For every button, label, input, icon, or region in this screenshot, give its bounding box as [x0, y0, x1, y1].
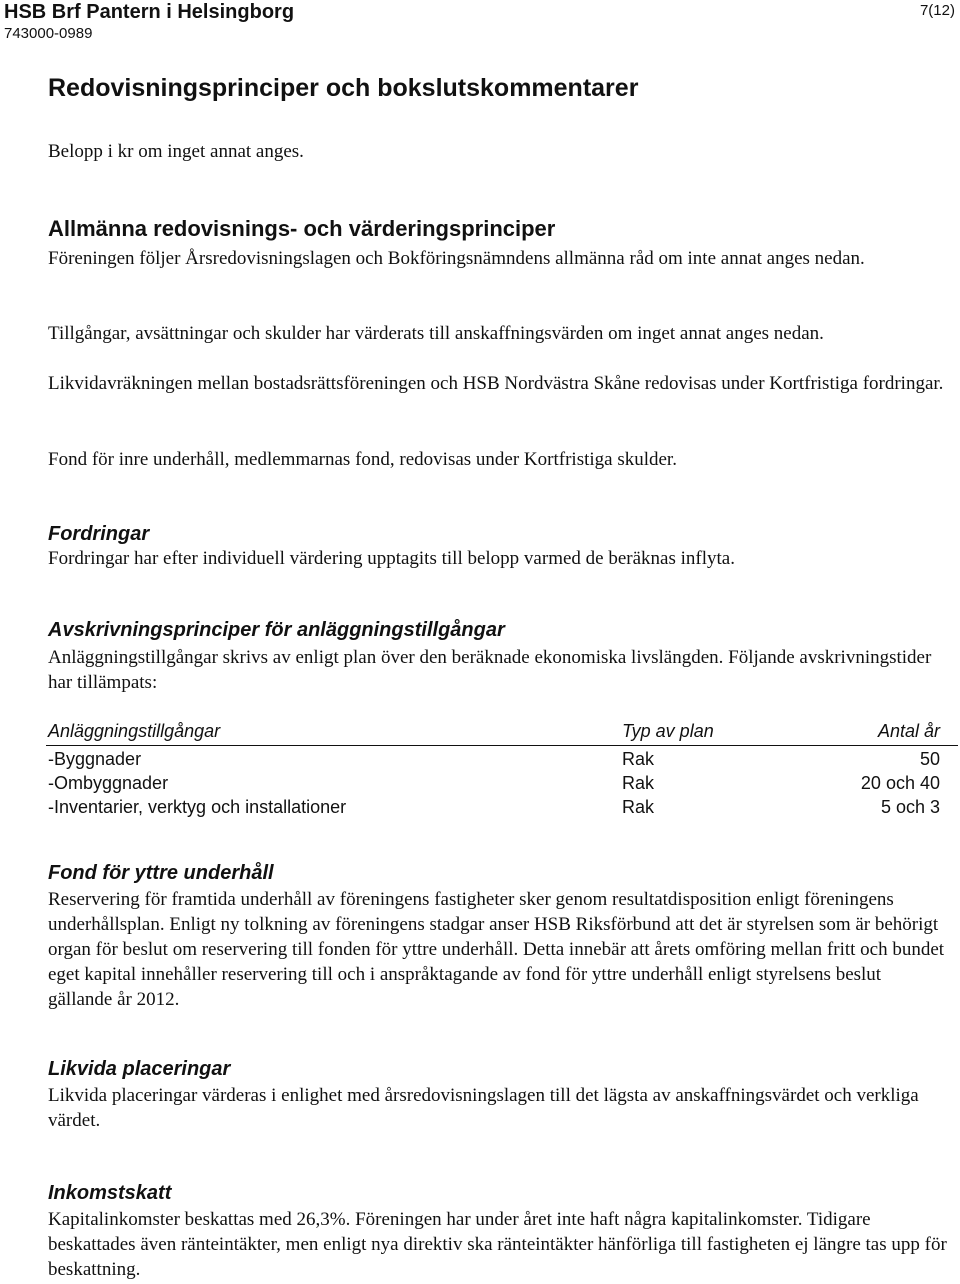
- table-header-cell: Antal år: [877, 721, 940, 741]
- table-cell: Rak: [622, 773, 655, 793]
- section-heading: Allmänna redovisnings- och värderingsprinciper: [48, 216, 556, 241]
- page-title: Redovisningsprinciper och bokslutskommentarer: [48, 74, 639, 102]
- paragraph: Tillgångar, avsättningar och skulder har värderats till anskaffningsvärden om inget annat anges nedan.: [48, 323, 824, 344]
- table-header-cell: Typ av plan: [622, 721, 714, 741]
- organization-number: 743000-0989: [4, 25, 93, 42]
- table-cell: Rak: [622, 797, 655, 817]
- table-row: [46, 770, 958, 794]
- paragraph: Reservering för framtida underhåll av föreningens fastigheter sker genom resultatdisposition enligt föreningens underhållsplan. Enligt ny tolkning av föreningens stadgar anser HSB Riksförbund att det är styrelsen som är behörigt organ för beslut om reservering till fonden för yttre underhåll. Detta innebär att årets omföring mellan fritt och bundet eget kapital innehåller reservering till och i anspråktagande av fond för yttre underhåll enligt styrelsens beslut gällande år 2012.: [48, 889, 945, 1010]
- table-header-cell: Anläggningstillgångar: [48, 721, 221, 741]
- depreciation-table: [46, 718, 958, 818]
- section-heading: Avskrivningsprinciper för anläggningstillgångar: [48, 619, 505, 641]
- table-cell: -Ombyggnader: [48, 773, 169, 793]
- table-cell: 20 och 40: [860, 773, 940, 793]
- table-row: [46, 794, 958, 818]
- table-cell: Rak: [622, 749, 655, 769]
- section-heading: Inkomstskatt: [48, 1182, 172, 1204]
- paragraph: Anläggningstillgångar skrivs av enligt plan över den beräknade ekonomiska livslängden. Följande avskrivningstider har tillämpats:: [48, 647, 932, 693]
- table-header-row: [46, 718, 958, 746]
- table-cell: -Inventarier, verktyg och installationer: [48, 797, 347, 817]
- paragraph: Fordringar har efter individuell värdering upptagits till belopp varmed de beräknas inflyta.: [48, 548, 735, 569]
- paragraph: Likvidavräkningen mellan bostadsrättsföreningen och HSB Nordvästra Skåne redovisas under Kortfristiga fordringar.: [48, 373, 944, 394]
- section-heading: Fordringar: [48, 523, 150, 545]
- table-cell: 5 och 3: [880, 797, 940, 817]
- section-general-principles: [48, 216, 948, 242]
- paragraph: Fond för inre underhåll, medlemmarnas fond, redovisas under Kortfristiga skulder.: [48, 449, 677, 470]
- paragraph: Kapitalinkomster beskattas med 26,3%. Föreningen har under året inte haft några kapitalinkomster. Tidigare beskattades även ränteintäkter, men enligt nya direktiv ska ränteintäkter hänförliga till fastigheten ej längre tas upp för beskattning.: [48, 1209, 947, 1280]
- page-number: 7(12): [919, 2, 955, 19]
- table-row: [46, 746, 958, 770]
- section-heading: Fond för yttre underhåll: [48, 862, 274, 884]
- paragraph: Föreningen följer Årsredovisningslagen och Bokföringsnämndens allmänna råd om inte annat anges nedan.: [48, 248, 865, 269]
- table-cell: 50: [919, 749, 940, 769]
- table-cell: -Byggnader: [48, 749, 142, 769]
- section-heading: Likvida placeringar: [48, 1058, 231, 1080]
- organization-name: HSB Brf Pantern i Helsingborg: [4, 1, 295, 23]
- intro-text: Belopp i kr om inget annat anges.: [48, 141, 304, 162]
- paragraph: Likvida placeringar värderas i enlighet med årsredovisningslagen till det lägsta av anskaffningsvärdet och verkliga värdet.: [48, 1085, 919, 1131]
